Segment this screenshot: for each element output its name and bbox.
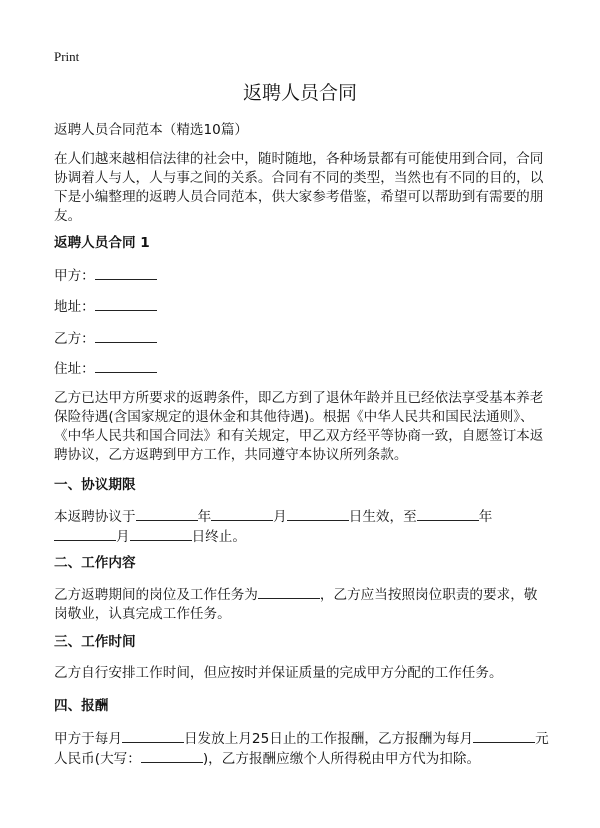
text: 元 (535, 731, 549, 747)
text-line: 保险待遇(含国家规定的退休金和其他待遇)。根据《中华人民共和国民法通则》、 (54, 409, 534, 425)
blank-line (95, 359, 157, 373)
section-content-paragraph (54, 585, 537, 624)
blank-line (287, 507, 349, 521)
text: )，乙方报酬应缴个人所得税由甲方代为扣除。 (202, 751, 481, 767)
intro-paragraph (54, 150, 543, 226)
blank-line (211, 507, 273, 521)
blank-line (95, 266, 157, 280)
field-label: 地址： (54, 299, 95, 315)
text-line (54, 749, 549, 769)
party-a-field (54, 266, 157, 286)
section-heading-content: 二、工作内容 (54, 555, 136, 571)
blank-line (122, 729, 184, 743)
text-line: 聘协议，乙方返聘到甲方工作，共同遵守本协议所列条款。 (54, 447, 408, 463)
preamble-paragraph (54, 389, 543, 465)
blank-line (417, 507, 479, 521)
text-line: 乙方已达甲方所要求的返聘条件，即乙方到了退休年龄并且已经依法享受基本养老 (54, 390, 544, 406)
blank-line (141, 749, 203, 763)
blank-line (95, 297, 157, 311)
section-pay-paragraph (54, 729, 549, 769)
print-link[interactable]: Print (54, 49, 80, 64)
section-term-paragraph (54, 507, 492, 547)
text-line (54, 585, 537, 605)
text: 人民币(大写： (54, 751, 141, 767)
text-line: 协调着人与人，人与事之间的关系。合同有不同的类型，当然也有不同的目的，以 (54, 170, 544, 186)
address-a-field (54, 297, 157, 317)
text: 年 (197, 509, 212, 525)
text: 日发放上月25日止的工作报酬，乙方报酬为每月 (183, 731, 474, 747)
section-heading-term: 一、协议期限 (54, 477, 136, 493)
party-b-field (54, 329, 157, 349)
field-label: 乙方： (54, 331, 95, 347)
section-heading-pay: 四、报酬 (54, 698, 109, 714)
text: ，乙方应当按照岗位职责的要求，敬 (319, 587, 538, 603)
text-line (54, 729, 549, 749)
text-line: 在人们越来越相信法律的社会中，随时随地，各种场景都有可能使用到合同，合同 (54, 151, 544, 167)
text: 月 (273, 509, 287, 525)
text: 甲方于每月 (54, 731, 122, 747)
field-label: 甲方： (54, 268, 95, 284)
text: 月 (116, 529, 130, 545)
text-line: 下是小编整理的返聘人员合同范本，供大家参考借鉴，希望可以帮助到有需要的朋 (54, 189, 544, 205)
text-line (54, 527, 492, 547)
text: 日终止。 (191, 529, 246, 545)
text: 年 (478, 509, 493, 525)
text: 乙方返聘期间的岗位及工作任务为 (54, 587, 258, 603)
text-line: 《中华人民共和国合同法》和有关规定，甲乙双方经平等协商一致，自愿签订本返 (54, 428, 544, 444)
text: 本返聘协议于 (54, 509, 136, 525)
contract-heading: 返聘人员合同 1 (54, 235, 150, 251)
blank-line (95, 329, 157, 343)
text-line: 友。 (54, 208, 82, 224)
section-hours-paragraph: 乙方自行安排工作时间，但应按时并保证质量的完成甲方分配的工作任务。 (54, 665, 503, 681)
blank-line (258, 585, 320, 599)
blank-line (473, 729, 535, 743)
address-b-field (54, 359, 157, 379)
document-subtitle: 返聘人员合同范本（精选10篇） (54, 122, 249, 138)
blank-line (130, 527, 192, 541)
blank-line (54, 527, 116, 541)
blank-line (136, 507, 198, 521)
text-line (54, 507, 492, 527)
field-label: 住址： (54, 361, 95, 377)
section-heading-hours: 三、工作时间 (54, 634, 136, 650)
document-title: 返聘人员合同 (242, 82, 357, 104)
text-line: 岗敬业，认真完成工作任务。 (54, 606, 231, 622)
text: 日生效，至 (348, 509, 417, 525)
